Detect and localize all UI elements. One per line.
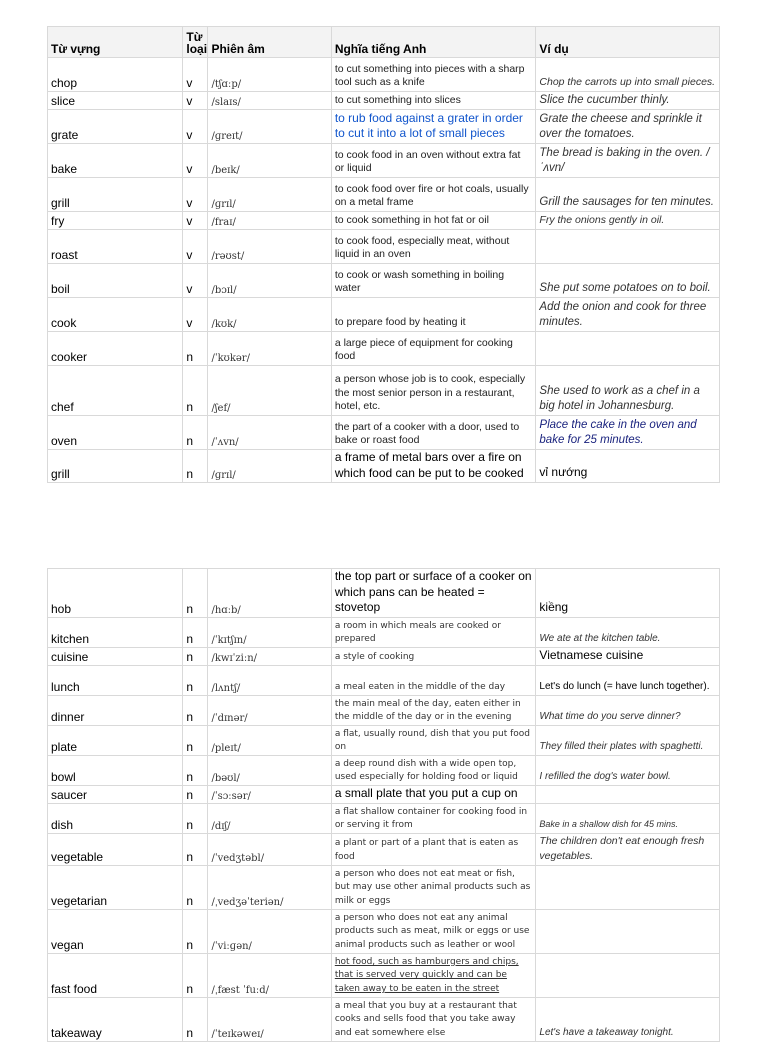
example-cell: The children don't eat enough fresh vegetables.	[539, 834, 705, 862]
meaning-cell: a meal eaten in the middle of the day	[334, 682, 506, 693]
pos-cell: n	[183, 865, 208, 909]
pos-cell: n	[183, 416, 208, 450]
pos-cell: v	[183, 92, 208, 110]
meaning-cell: a style of cooking	[334, 652, 415, 663]
word-cell: chef	[48, 366, 183, 416]
pos-cell: n	[183, 909, 208, 953]
word-cell: lunch	[48, 665, 183, 695]
table-row	[48, 755, 720, 785]
example-cell	[536, 909, 720, 953]
word-cell: kitchen	[48, 617, 183, 647]
ipa-cell: /ˌvedʒəˈteriən/	[208, 865, 331, 909]
example-cell: Slice the cucumber thinly.	[536, 92, 720, 110]
example-cell	[536, 332, 720, 366]
table-row	[48, 366, 720, 416]
meaning-cell: to cut something into slices	[331, 92, 536, 110]
ipa-cell: /kwɪˈziːn/	[208, 647, 331, 665]
table-row	[48, 617, 720, 647]
table-header-row	[48, 27, 720, 58]
meaning-cell: a small plate that you put a cup on	[334, 786, 518, 801]
word-cell: grate	[48, 110, 183, 144]
vocab-table-2	[47, 568, 720, 1042]
word-cell: cuisine	[48, 647, 183, 665]
table-row	[48, 230, 720, 264]
ipa-cell: /ˌfæst ˈfuːd/	[208, 953, 331, 997]
meaning-cell: a meal that you buy at a restaurant that cooks and sells food that you take away and eat somewhere else	[334, 1000, 517, 1039]
example-cell	[536, 785, 720, 803]
meaning-cell: a flat shallow container for cooking food in or serving it from	[334, 806, 528, 831]
ipa-cell: /fraɪ/	[208, 212, 331, 230]
meaning-cell: a large piece of equipment for cooking food	[331, 332, 536, 366]
word-cell: grill	[48, 178, 183, 212]
word-cell: fry	[48, 212, 183, 230]
word-cell: fast food	[48, 953, 183, 997]
word-cell: bake	[48, 144, 183, 178]
table-row	[48, 92, 720, 110]
pos-cell: v	[183, 178, 208, 212]
meaning-cell: a person who does not eat meat or fish, but may use other animal products such as milk or eggs	[334, 868, 531, 907]
header-word: Từ vựng	[48, 27, 183, 58]
word-cell: takeaway	[48, 997, 183, 1041]
word-cell: bowl	[48, 755, 183, 785]
ipa-cell: /ˈkʊkər/	[208, 332, 331, 366]
example-cell: Bake in a shallow dish for 45 mins.	[539, 818, 678, 829]
ipa-cell: /ˈʌvn/	[208, 416, 331, 450]
ipa-cell: /ˈteɪkəweɪ/	[208, 997, 331, 1041]
table-row	[48, 997, 720, 1041]
example-cell: She used to work as a chef in a big hotel in Johannesburg.	[536, 366, 720, 416]
meaning-cell: a person whose job is to cook, especially the most senior person in a restaurant, hotel, etc.	[331, 366, 536, 416]
pos-cell: n	[183, 785, 208, 803]
meaning-cell: to cook or wash something in boiling water	[331, 264, 536, 298]
pos-cell: n	[183, 569, 208, 618]
ipa-cell: /beɪk/	[208, 144, 331, 178]
ipa-cell: /ɡrɪl/	[208, 178, 331, 212]
pos-cell: v	[183, 230, 208, 264]
meaning-cell: to cook food over fire or hot coals, usually on a metal frame	[331, 178, 536, 212]
table-row	[48, 865, 720, 909]
pos-cell: n	[183, 725, 208, 755]
table-row	[48, 953, 720, 997]
example-cell: The bread is baking in the oven. /ˈʌvn/	[536, 144, 720, 178]
example-cell: They filled their plates with spaghetti.	[539, 740, 704, 752]
ipa-cell: /ˈvedʒtəbl/	[208, 833, 331, 865]
word-cell: chop	[48, 58, 183, 92]
example-cell: Add the onion and cook for three minutes.	[536, 298, 720, 332]
ipa-cell: /bɔɪl/	[208, 264, 331, 298]
vocab-table-1	[47, 26, 720, 483]
ipa-cell: /dɪʃ/	[208, 803, 331, 833]
word-cell: saucer	[48, 785, 183, 803]
header-ipa: Phiên âm	[208, 27, 331, 58]
example-cell: Let's have a takeaway tonight.	[539, 1026, 674, 1038]
ipa-cell: /bəʊl/	[208, 755, 331, 785]
example-cell	[536, 953, 720, 997]
table-row	[48, 450, 720, 483]
pos-cell: n	[183, 803, 208, 833]
ipa-cell: /slaɪs/	[208, 92, 331, 110]
header-pos: Từ loại	[183, 27, 208, 58]
example-cell: What time do you serve dinner?	[539, 710, 681, 722]
example-cell: Vietnamese cuisine	[539, 647, 644, 662]
table-row	[48, 725, 720, 755]
word-cell: oven	[48, 416, 183, 450]
word-cell: hob	[48, 569, 183, 618]
example-cell	[536, 230, 720, 264]
meaning-cell: to rub food against a grater in order to cut it into a lot of small pieces	[334, 110, 523, 141]
example-cell: Fry the onions gently in oil.	[539, 214, 665, 227]
table-row	[48, 416, 720, 450]
word-cell: plate	[48, 725, 183, 755]
meaning-cell: the part of a cooker with a door, used to bake or roast food	[331, 416, 536, 450]
table-row	[48, 264, 720, 298]
ipa-cell: /ˈviːɡən/	[208, 909, 331, 953]
word-cell: cook	[48, 298, 183, 332]
meaning-cell: a deep round dish with a wide open top, used especially for holding food or liquid	[334, 758, 518, 783]
ipa-cell: /ˈsɔːsər/	[208, 785, 331, 803]
table-row	[48, 569, 720, 618]
table-row	[48, 212, 720, 230]
pos-cell: n	[183, 695, 208, 725]
example-cell	[536, 865, 720, 909]
ipa-cell: /rəʊst/	[208, 230, 331, 264]
table-row	[48, 785, 720, 803]
pos-cell: v	[183, 298, 208, 332]
ipa-cell: /ɡreɪt/	[208, 110, 331, 144]
meaning-cell: to cook food in an oven without extra fat or liquid	[331, 144, 536, 178]
example-cell: Grate the cheese and sprinkle it over the tomatoes.	[536, 110, 720, 144]
pos-cell: n	[183, 617, 208, 647]
pos-cell: n	[183, 755, 208, 785]
example-cell: She put some potatoes on to boil.	[536, 264, 720, 298]
pos-cell: v	[183, 144, 208, 178]
table-row	[48, 695, 720, 725]
pos-cell: n	[183, 833, 208, 865]
word-cell: vegetarian	[48, 865, 183, 909]
pos-cell: n	[183, 997, 208, 1041]
meaning-cell: the top part or surface of a cooker on which pans can be heated = stovetop	[334, 569, 532, 615]
meaning-cell: to cut something into pieces with a sharp tool such as a knife	[331, 58, 536, 92]
table-row	[48, 665, 720, 695]
example-cell: kiềng	[539, 599, 569, 614]
pos-cell: v	[183, 212, 208, 230]
meaning-cell: to cook something in hot fat or oil	[331, 212, 536, 230]
ipa-cell: /ɡrɪl/	[208, 450, 331, 483]
header-meaning: Nghĩa tiếng Anh	[331, 27, 536, 58]
example-cell: Chop the carrots up into small pieces.	[539, 76, 716, 89]
example-cell: Let's do lunch (= have lunch together).	[539, 680, 710, 692]
ipa-cell: /lʌntʃ/	[208, 665, 331, 695]
pos-cell: n	[183, 366, 208, 416]
header-example: Ví dụ	[536, 27, 720, 58]
meaning-cell: the main meal of the day, eaten either in the middle of the day or in the evening	[334, 698, 521, 723]
table-row	[48, 110, 720, 144]
pos-cell: v	[183, 264, 208, 298]
word-cell: slice	[48, 92, 183, 110]
word-cell: roast	[48, 230, 183, 264]
table-row	[48, 909, 720, 953]
word-cell: vegetable	[48, 833, 183, 865]
word-cell: dinner	[48, 695, 183, 725]
example-cell: I refilled the dog's water bowl.	[539, 770, 671, 782]
example-cell: Grill the sausages for ten minutes.	[536, 178, 720, 212]
table-row	[48, 332, 720, 366]
ipa-cell: /hɑːb/	[208, 569, 331, 618]
meaning-cell: a person who does not eat any animal products such as meat, milk or eggs or use animal products such as leather or wool	[334, 912, 530, 951]
word-cell: boil	[48, 264, 183, 298]
example-cell: vỉ nướng	[539, 465, 588, 480]
ipa-cell: /tʃɑːp/	[208, 58, 331, 92]
pos-cell: n	[183, 332, 208, 366]
pos-cell: v	[183, 110, 208, 144]
example-cell: We ate at the kitchen table.	[539, 632, 661, 644]
table-row	[48, 144, 720, 178]
ipa-cell: /ʃef/	[208, 366, 331, 416]
pos-cell: n	[183, 647, 208, 665]
meaning-cell: a room in which meals are cooked or prepared	[334, 620, 501, 645]
table-row	[48, 833, 720, 865]
pos-cell: v	[183, 58, 208, 92]
word-cell: cooker	[48, 332, 183, 366]
meaning-cell: a frame of metal bars over a fire on which food can be put to be cooked	[334, 450, 524, 480]
table-row	[48, 178, 720, 212]
pos-cell: n	[183, 953, 208, 997]
meaning-cell: to prepare food by heating it	[331, 298, 536, 332]
word-cell: vegan	[48, 909, 183, 953]
table-row	[48, 58, 720, 92]
table-row	[48, 298, 720, 332]
pos-cell: n	[183, 665, 208, 695]
word-cell: dish	[48, 803, 183, 833]
example-cell: Place the cake in the oven and bake for 25 minutes.	[539, 419, 697, 447]
ipa-cell: /ˈdɪnər/	[208, 695, 331, 725]
meaning-cell: a flat, usually round, dish that you put food on	[334, 728, 530, 753]
ipa-cell: /ˈkɪtʃɪn/	[208, 617, 331, 647]
ipa-cell: /kʊk/	[208, 298, 331, 332]
word-cell: grill	[48, 450, 183, 483]
pos-cell: n	[183, 450, 208, 483]
meaning-cell: to cook food, especially meat, without liquid in an oven	[331, 230, 536, 264]
meaning-cell: a plant or part of a plant that is eaten as food	[334, 838, 519, 863]
table-row	[48, 647, 720, 665]
table-row	[48, 803, 720, 833]
meaning-cell: hot food, such as hamburgers and chips, that is served very quickly and can be taken away to be eaten in the street	[334, 956, 519, 995]
ipa-cell: /pleɪt/	[208, 725, 331, 755]
